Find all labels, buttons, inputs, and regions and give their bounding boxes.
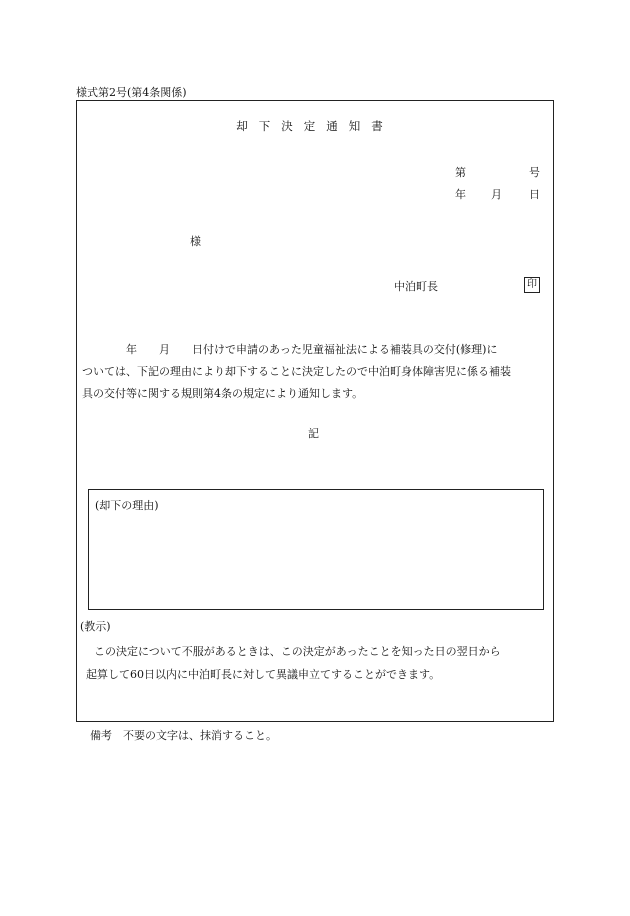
notice-body [82,339,552,405]
instruction-line: この決定について不服があるときは、この決定があったことを知った日の翌日から [94,645,501,658]
document-title: 却下決定通知書 [236,119,394,133]
issuer-name: 中泊町長 [394,280,438,293]
instruction-label: (教示) [80,620,111,633]
date-month: 月 [491,188,502,201]
body-line: ついては、下記の理由により却下することに決定したので中泊町身体障害児に係る補装 [82,365,511,378]
seal-mark: 印 [524,277,540,293]
document-number [455,164,540,180]
date-day: 日 [529,188,540,201]
addressee-honorific: 様 [190,235,201,248]
document-date [455,186,540,202]
date-year: 年 [455,188,466,201]
form-number-label: 様式第2号(第4条関係) [76,86,187,99]
instruction-line: 起算して60日以内に中泊町長に対して異議申立てすることができます。 [86,668,441,681]
number-suffix: 号 [529,166,540,179]
number-prefix: 第 [455,166,466,179]
rejection-reason-label: (却下の理由) [95,499,159,512]
body-line: 具の交付等に関する規則第4条の規定により通知します。 [82,387,364,400]
instruction-text [86,640,501,686]
remarks-note: 備考 不要の文字は、抹消すること。 [90,729,277,742]
body-line: 年 月 日付けで申請のあった児童福祉法による補装具の交付(修理)に [82,343,498,356]
ki-heading: 記 [308,427,319,440]
